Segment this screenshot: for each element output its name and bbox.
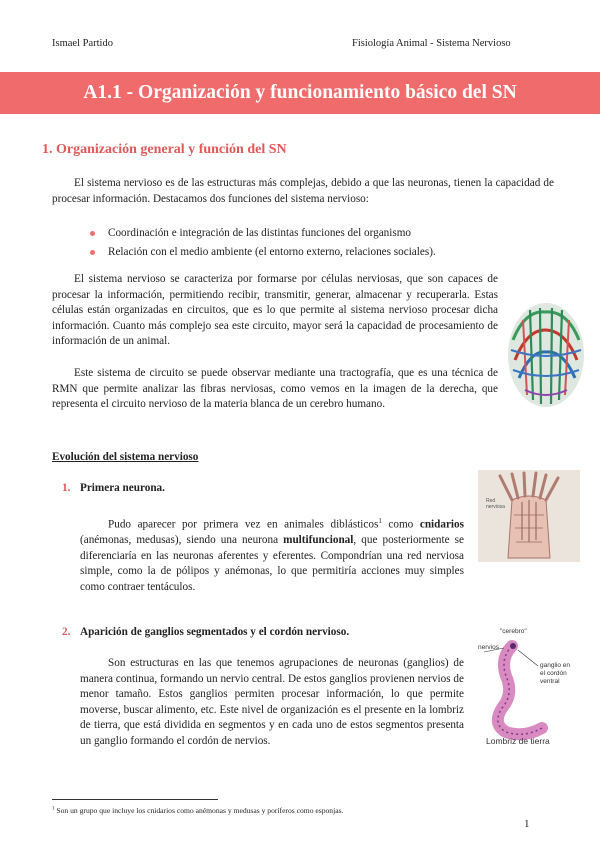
footnote-divider <box>52 799 218 800</box>
intro-paragraph: El sistema nervioso es de las estructuras más complejas, debido a que las neuronas, tienen la capacidad de procesar información. Destacamos dos funciones del sistema nervioso: <box>52 177 554 205</box>
list-item: Coordinación e integración de las distintas funciones del organismo <box>90 224 490 243</box>
item2-paragraph: Son estructuras en las que tenemos agrupaciones de neuronas (ganglios) de manera continua, formando un nervio central. De estos ganglios provienen nervios de menor tamaño. Estos ganglios permiten procesar información, lo que permite moverse, buscar alimento, etc. Este nivel de organización es el presente en la lombriz de tierra, que está dividida en segmentos y en cada uno de estos segmentos presenta un ganglio formando el cordón de nervios. <box>80 657 464 747</box>
item1-paragraph: Pudo aparecer por primera vez en animales diblásticos$^1$ como cnidarios (anémonas, medusas), siendo una neurona multifuncional, que posteriormente se diferenciaría en las neuronas aferentes y eferentes. Compondrían una red nerviosa simple, como la de pólipos y anémonas, lo que permitiría acciones muy simples como contraer tentáculos. <box>80 517 464 593</box>
footnote: $^1$ Son un grupo que incluye los cnidarios como anémonas y medusas y poríferos como esponjas. <box>52 806 344 815</box>
bullet-dot-icon <box>90 231 95 236</box>
page-number: 1 <box>524 818 530 830</box>
list-item: Relación con el medio ambiente (el entorno externo, relaciones sociales). <box>90 243 490 262</box>
bullet-dot-icon <box>90 250 95 255</box>
functions-list <box>90 224 490 262</box>
earthworm-image: "cerebro" nervios ganglio en el cordón ventral Lombriz de tierra <box>478 628 570 746</box>
item2-title: 2. Aparición de ganglios segmentados y el cordón nervioso. <box>62 626 350 638</box>
polyp-image: Red nerviosa <box>478 470 580 562</box>
tractography-image <box>505 300 587 415</box>
header-author: Ismael Partido <box>52 38 113 49</box>
section-heading: 1. Organización general y función del SN <box>42 142 287 157</box>
evolution-heading: Evolución del sistema nervioso <box>52 451 199 463</box>
cells-paragraph: El sistema nervioso se caracteriza por formarse por células nerviosas, que son capaces de procesar la información, permitiendo recibir, transmitir, generar, almacenar y recuperarla. Estas células están organizadas en circuitos, que es lo que permite al sistema nervioso procesar dicha información. Cuanto más complejo sea este circuito, mayor será la capacidad de procesamiento de información de un animal. <box>52 273 498 347</box>
item1-title: 1. Primera neurona. <box>62 482 165 494</box>
title-banner: A1.1 - Organización y funcionamiento básico del SN <box>0 72 600 114</box>
tractography-paragraph: Este sistema de circuito se puede observar mediante una tractografía, que es una técnica de RMN que permite analizar las fibras nerviosas, como vemos en la imagen de la derecha, que representa el circuito nervioso de la materia blanca de un cerebro humano. <box>52 367 498 410</box>
header-course: Fisiología Animal - Sistema Nervioso <box>352 38 511 49</box>
